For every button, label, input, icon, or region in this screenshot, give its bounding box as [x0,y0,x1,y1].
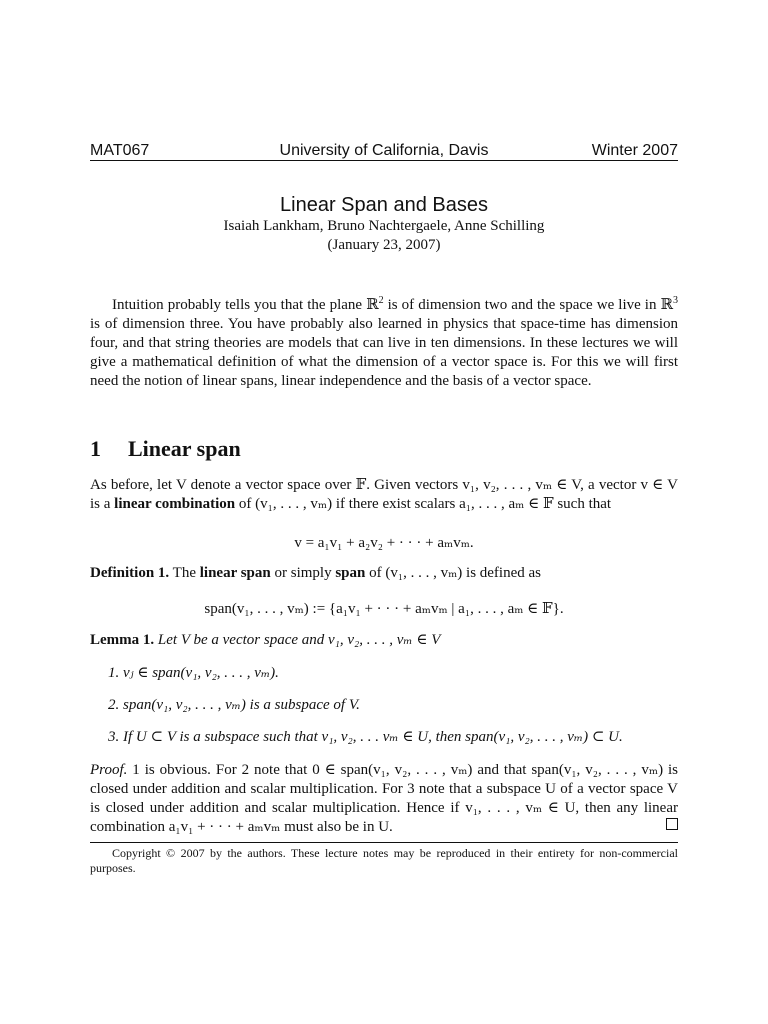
qed-square-icon [666,818,678,830]
definition-paragraph: Definition 1. The linear span or simply span of (v₁, . . . , vₘ) is defined as [90,565,542,581]
proof-label: Proof. [90,762,128,778]
intro-paragraph: Intuition probably tells you that the plane ℝ$^2$ is of dimension two and the space we live in ℝ$^3$ is of dimension three. You have probably also learned in physics that space-time has dimension four, and that string theories are models that can live in ten dimensions. In these lectures we will give a mathematical definition of what the dimension of a vector space is. For this we will first need the notion of linear spans, linear independence and the basis of a vector space. [90,295,678,389]
lemma-item: 1. vⱼ ∈ span(v₁, v₂, . . . , vₘ). [108,665,279,681]
copyright-footnote: Copyright © 2007 by the authors. These lecture notes may be reproduced in their entirety for non-commercial purposes. [90,846,678,875]
lemma-label: Lemma 1. [90,632,155,648]
page-header [90,140,678,162]
lemma-statement: Lemma 1. Let V be a vector space and v₁, v₂, . . . , vₘ ∈ V [90,632,441,648]
date: (January 23, 2007) [327,237,441,253]
header-rule [90,160,678,161]
linear-combination-equation: v = a₁v₁ + a₂v₂ + · · · + aₘvₘ. [294,535,474,551]
section-heading [90,436,241,462]
definition-label: Definition 1. [90,565,170,581]
course-code: MAT067 [90,142,150,159]
lemma-item: 3. If U ⊂ V is a subspace such that v₁, v₂, . . . vₘ ∈ U, then span(v₁, v₂, . . . , vₘ) ⊂ U. [108,729,623,745]
footnote-rule [90,842,678,843]
term: Winter 2007 [591,142,678,159]
authors: Isaiah Lankham, Bruno Nachtergaele, Anne Schilling [223,218,545,234]
proof-paragraph: Proof. 1 is obvious. For 2 note that 0 ∈ span(v₁, v₂, . . . , vₘ) and that span(v₁, v₂, . . . , vₘ) is closed under addition and scalar multiplication. For 3 note that a subspace U of a vector space V is closed under addition and scalar multiplication. Hence if v₁, . . . , vₘ ∈ U, then any linear combination a₁v₁ + · · · + aₘvₘ must also be in U. [90,762,678,835]
section-title: Linear span [128,436,241,461]
university-name: University of California, Davis [279,142,489,159]
section-number: 1 [90,436,101,461]
lemma-item: 2. span(v₁, v₂, . . . , vₘ) is a subspace of V. [108,697,360,713]
document-title: Linear Span and Bases [280,194,488,216]
linear-combination-paragraph: As before, let V denote a vector space over 𝔽. Given vectors v₁, v₂, . . . , vₘ ∈ V, a vector v ∈ V is a linear combination of (v₁, . . . , vₘ) if there exist scalars a₁, . . . , aₘ ∈ 𝔽 such that [90,477,678,512]
span-definition-equation: span(v₁, . . . , vₘ) := {a₁v₁ + · · · + aₘvₘ | a₁, . . . , aₘ ∈ 𝔽}. [204,601,564,617]
